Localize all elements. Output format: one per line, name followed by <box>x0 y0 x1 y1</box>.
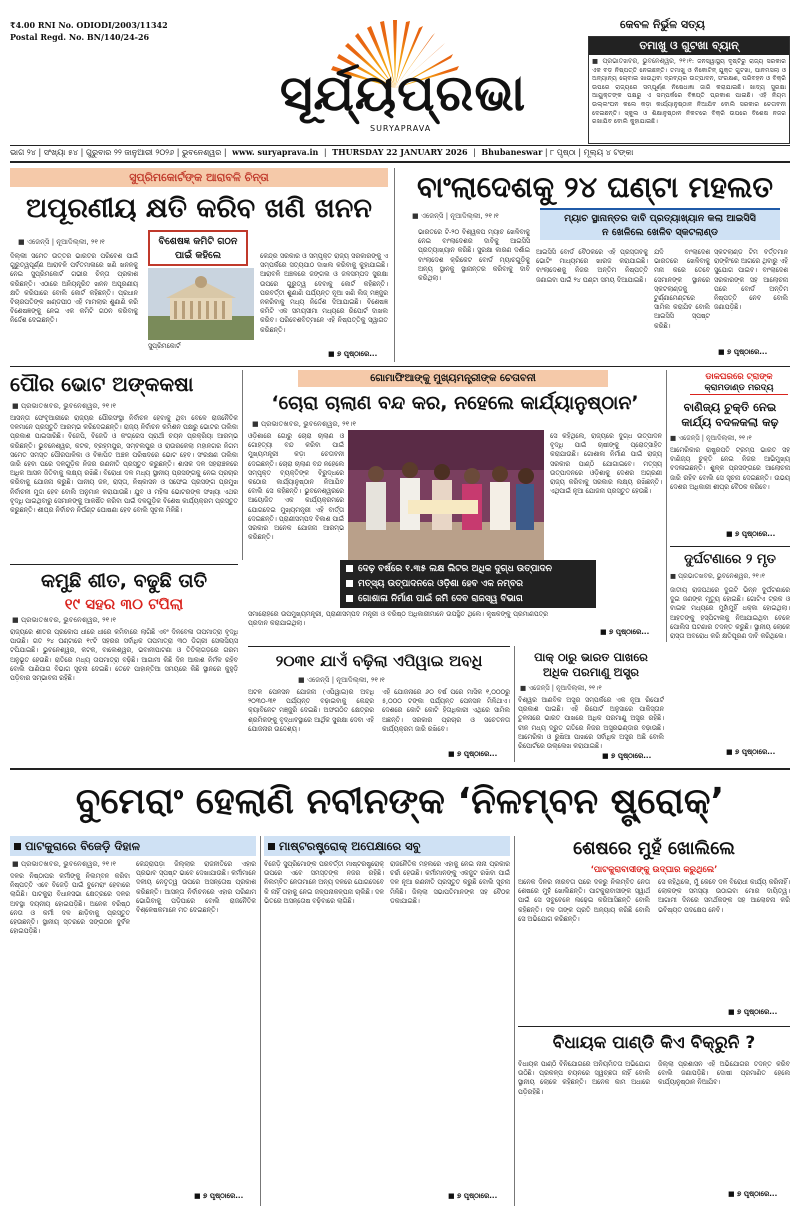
story1-continued[interactable]: ■ ୭ ପୃଷ୍ଠାରେ... <box>328 350 378 358</box>
story-trade-deal <box>670 372 790 542</box>
masthead <box>0 0 800 157</box>
city: Bhubaneswar <box>481 147 543 157</box>
story8-headline: ୨୦୩୧ ଯାଏଁ ବଢ଼ିଲା ଏପିୱାଇ ଅବଧି <box>275 652 483 670</box>
top-right-box-title: ତମାଖୁ ଓ ଗୁଟଖା ବ୍ୟାନ୍ <box>589 37 789 55</box>
info-right: | ୮ ପୃଷ୍ଠା | ମୂଲ୍ୟ ୪ ଟଙ୍କା <box>544 148 634 157</box>
story11-col1: ବିଜେଡ଼ି ସୁପ୍ରିମୋଙ୍କ ପରବର୍ତ୍ତୀ ମାଷ୍ଟରଷ୍ଟ୍ରୋକ୍ ଉପରେ ଏବେ ସମସ୍ତଙ୍କ ନଜର ରହିଛି। ନିଲମ୍ବିତ ନେତାମାନେ ଅନ୍ୟ ଦଳରେ ଯୋଗଦେବେ କି ନାହିଁ ତାହାକୁ ନେଇ ଜଳ୍ପନାକଳ୍ପନା ଚାଲିଛି। ଦଳ ଭିତରେ ଅସନ୍ତୋଷ ବଢ଼ିବାରେ ଲାଗିଛି। <box>264 860 384 905</box>
story-nuclear <box>518 650 664 762</box>
story5-kicker-line1: ଡାକଘରରେ ଟ୍ରାଙ୍କ <box>705 372 773 382</box>
story13-col2: ଜିଲ୍ଲା ପ୍ରଶାସନ ଏହି ଅଭିଯୋଗର ତଦନ୍ତ କରିବ ବୋଲି ଜଣାପଡ଼ିଛି। ଦୋଷୀ ପ୍ରମାଣିତ ହେଲେ କାର୍ଯ୍ୟାନୁଷ୍ଠାନ ନିଆଯିବ। <box>658 1060 790 1087</box>
story13-headline: ବିଧାୟକ ପାଣ୍ଡି କିଏ ବିକ୍ରୁନି ? <box>552 1033 756 1053</box>
story5-dateline: ■ ଏଜେନ୍ସି | ନୂଆଦିଲ୍ଲୀ, ୨୧।୧ <box>670 434 752 442</box>
bullet-item-text: ଗୋଶାଳା ନିର୍ମାଣ ପାଇଁ ଜମି ଦେବ ରାଜସ୍ୱ ବିଭାଗ <box>358 594 523 604</box>
postal-line: Postal Regd. No. BN/140/24-26 <box>10 32 150 42</box>
story2-subhead-line2: ନ ଖେଳିଲେ ଖେଳିବ ସ୍କଟଲାଣ୍ଡ <box>602 227 718 238</box>
story6-headline: ଦୁର୍ଘଟଣାରେ ୨ ମୃତ <box>684 552 776 567</box>
bullet-item <box>346 562 590 577</box>
story13-col1: ବିଧାୟକ ପାଣ୍ଠି ବିନିଯୋଗରେ ଅନିୟମିତତା ଅଭିଯୋଗ ଉଠିଛି। ପ୍ରକଳ୍ପ ଚୟନରେ ସ୍ୱଚ୍ଛତା ନାହିଁ ବୋଲି ସ୍ଥାନୀୟ ଲୋକେ କହିଛନ୍ତି। ଅନେକ କାମ ଅଧାରେ ପଡ଼ିରହିଛି। <box>518 1060 650 1096</box>
story7-dateline: ■ ପ୍ରଭାତଖବର, ଭୁବନେଶ୍ୱର, ୨୧।୧ <box>12 616 117 624</box>
story10-col2: କେନ୍ଦ୍ରାପଡ଼ା ଜିଲ୍ଲାର ରାଜନୀତିରେ ଏହାର ପ୍ରଭାବ ସ୍ପଷ୍ଟ ଭାବେ ଦେଖାଯାଉଛି। କର୍ମୀମାନେ ଦଳୀୟ ନେତୃତ୍ୱ ଉପରେ ଅସନ୍ତୋଷ ପ୍ରକାଶ କରିଛନ୍ତି। ଆସନ୍ତା ନିର୍ବାଚନରେ ଏହାର ପରିଣାମ ଭୋଗିବାକୁ ପଡ଼ିପାରେ ବୋଲି ରାଜନୈତିକ ବିଶ୍ଳେଷକମାନେ ମତ ଦେଇଛନ୍ତି। <box>136 860 256 915</box>
story12-kicker: ‘ପାଟକୁରାବାସୀଙ୍କୁ ଉଦ୍‌ଘାର କରୁଥିଲେ’ <box>590 865 718 875</box>
story-patkura-bjd <box>10 836 256 1206</box>
story2-subhead-box <box>540 208 780 240</box>
story6-continued[interactable]: ■ ୭ ପୃଷ୍ଠାରେ... <box>726 748 776 756</box>
story10-col1: ଦଳର ନିଷ୍ଠାପର କର୍ମୀଙ୍କୁ ନିଲମ୍ବନ କରିବା ନିଷ୍ପତ୍ତି ଏବେ ବିଜେଡ଼ି ପାଇଁ ବୁମେରାଂ ହେବାରେ ଲାଗିଛି। ପାଟକୁରା ବିଧାନସଭା କ୍ଷେତ୍ରରେ ଦଳର ଅବସ୍ଥା ଦୟନୀୟ ହୋଇପଡ଼ିଛି। ଅନେକ ବରିଷ୍ଠ ନେତା ଓ କର୍ମୀ ଦଳ ଛାଡ଼ିବାକୁ ପ୍ରସ୍ତୁତ ହେଉଛନ୍ତି। ସ୍ଥାନୀୟ ସ୍ତରରେ ସଙ୍ଗଠନ ଦୁର୍ବଳ ହୋଇପଡ଼ିଛି। <box>10 872 130 936</box>
story6-text: ଜାତୀୟ ରାଜପଥରେ ଦୁଇଟି ଭିନ୍ନ ଦୁର୍ଘଟଣାରେ ଦୁଇ ଜଣଙ୍କ ମୃତ୍ୟୁ ହୋଇଛି। ଗୋଟିଏ ଟ୍ରକ ଓ ବାଇକ ମଧ୍ୟରେ ମୁହାଁମୁହିଁ ଧକ୍କା ହୋଇଥିଲା। ଆହତଙ୍କୁ ହସ୍ପିଟାଲକୁ ନିଆଯାଇଥିବା ବେଳେ ପୋଲିସ ଘଟଣାର ତଦନ୍ତ କରୁଛି। ସ୍ଥାନୀୟ ଲୋକେ ରାସ୍ତା ଅବରୋଧ କରି କ୍ଷତିପୂରଣ ଦାବି କରିଥିଲେ। <box>670 586 790 641</box>
story11-subhead <box>264 836 510 856</box>
story4-continued[interactable]: ■ ୭ ପୃଷ୍ଠାରେ... <box>600 628 650 636</box>
story12-headline: ଶେଷରେ ମୁହଁ ଖୋଲିଲେ <box>573 838 735 859</box>
story12-continued[interactable]: ■ ୭ ପୃଷ୍ଠାରେ... <box>728 1008 778 1016</box>
day-date: THURSDAY 22 JANUARY 2026 <box>332 147 468 157</box>
story3-text: ଆସନ୍ତା ଫେବୃଆରୀରେ ରାଜ୍ୟର ପୌରସଂସ୍ଥା ନିର୍ବାଚନ ହେବାକୁ ଥିବା ବେଳେ ରାଜନୈତିକ ଦଳମାନେ ପ୍ରସ୍ତୁତି ଆରମ୍ଭ କରିଦେଇଛନ୍ତି। ରାଜ୍ୟ ନିର୍ବାଚନ କମିଶନ ପକ୍ଷରୁ ଭୋଟର ତାଲିକା ପ୍ରକାଶ ପାଇସାରିଛି। ବିଜେପି, ବିଜେଡି ଓ କଂଗ୍ରେସ ପ୍ରାର୍ଥୀ ଚୟନ ପ୍ରକ୍ରିୟା ଆରମ୍ଭ କରିଛନ୍ତି। ଭୁବନେଶ୍ୱର, କଟକ, ବ୍ରହ୍ମପୁର, ସମ୍ବଲପୁର ଓ ରାଉରକେଲା ମହାନଗର ନିଗମ ସମେତ ସମସ୍ତ ପୌରପାଳିକା ଓ ବିଜ୍ଞାପିତ ଅଞ୍ଚଳ ପରିଷଦରେ ଭୋଟ ହେବ। ସଂରକ୍ଷଣ ତାଲିକା ଜାରି ହେବା ପରେ ଦଳଗୁଡ଼ିକ ନିଜର ରଣନୀତି ପ୍ରସ୍ତୁତ କରୁଛନ୍ତି। ଶାସକ ଦଳ ସହରାଞ୍ଚଳରେ ଅଧିକ ଆସନ ଜିତିବାକୁ ଲକ୍ଷ୍ୟ ରଖିଛି। ବିରୋଧୀ ଦଳ ମଧ୍ୟ ସ୍ଥାନୀୟ ପ୍ରସଙ୍ଗକୁ ନେଇ ପ୍ରଚାର କରିବାକୁ ଯୋଜନା କରୁଛି। ପାନୀୟ ଜଳ, ରାସ୍ତା, ନିଷ୍କାସନ ଓ ସଫେଇ ପ୍ରସଙ୍ଗ ପ୍ରମୁଖ ନିର୍ବାଚନୀ ମୁଦ୍ଦା ହେବ ବୋଲି ଅନୁମାନ କରାଯାଉଛି। ଯୁବ ଓ ମହିଳା ଭୋଟରଙ୍କ ସଂଖ୍ୟା ଏଥର ବୃଦ୍ଧି ପାଇଥିବାରୁ ସେମାନଙ୍କୁ ଆକର୍ଷିତ କରିବା ପାଇଁ ଦଳଗୁଡ଼ିକ ବିଶେଷ କାର୍ଯ୍ୟକ୍ରମ ପ୍ରସ୍ତୁତ କରୁଛନ୍ତି। ଶୀଘ୍ର ନିର୍ବାଚନ ନିର୍ଘଣ୍ଟ ଘୋଷଣା ହେବ ବୋଲି ସୂଚନା ମିଳିଛି। <box>10 414 238 515</box>
story5-headline-line1: ବାଣିଜ୍ୟ ଚୁକ୍ତି ନେଇ <box>683 400 777 414</box>
story4-headline: ‘ଚୋରା ଚାଲାଣ ବନ୍ଦ କର, ନହେଲେ କାର୍ଯ୍ୟାନୁଷ୍ଠାନ’ <box>271 392 639 414</box>
story8-col1: ଅଟଳ ପେନସନ ଯୋଜନା (ଏପିୱାଇ)ର ଅବଧି ୨୦୩୦-୩୧ ପର୍ଯ୍ୟନ୍ତ ବଢ଼ାଇବାକୁ କେନ୍ଦ୍ର କ୍ୟାବିନେଟ ମଞ୍ଜୁରି ଦେଇଛି। ଅସଂଗଠିତ କ୍ଷେତ୍ରର ଶ୍ରମିକଙ୍କୁ ବୃଦ୍ଧାବସ୍ଥାରେ ଆର୍ଥିକ ସୁରକ୍ଷା ଦେବା ଏହି ଯୋଜନାର ଉଦ୍ଦେଶ୍ୟ। <box>248 688 374 733</box>
story9-headline-line2: ଅଧିକ ପରମାଣୁ ଅସ୍ତ୍ର <box>543 665 639 679</box>
story11-col2: ରାଜନୈତିକ ମହଲରେ ଏହାକୁ ନେଇ ନାନା ପ୍ରକାର ଚର୍ଚ୍ଚା ହେଉଛି। କର୍ମୀମାନଙ୍କୁ ଏକଜୁଟ ରଖିବା ପାଇଁ ଦଳ ନୂଆ ରଣନୀତି ପ୍ରସ୍ତୁତ କରୁଛି ବୋଲି ସୂଚନା ମିଳିଛି। ଜିଲ୍ଲା ସଭାପତିମାନଙ୍କ ସହ ବୈଠକ ଡକାଯାଇଛି। <box>390 860 510 905</box>
story10-continued[interactable]: ■ ୭ ପୃଷ୍ଠାରେ... <box>194 1192 244 1200</box>
top-right-box-dateline: ■ ପ୍ରଭାତଖବର, ଭୁବନେଶ୍ୱର, ୨୧।୧: <box>592 57 695 65</box>
story5-continued[interactable]: ■ ୭ ପୃଷ୍ଠାରେ... <box>726 530 776 538</box>
story2-headline: ବାଂଲାଦେଶକୁ ୨୪ ଘଣ୍ଟା ମହଲତ <box>416 170 774 204</box>
info-strip: ଭାଗ ୨୪ | ସଂଖ୍ୟା ୫୪ | ଗୁରୁବାର ୨୨ ଜାନୁଆରୀ ୨୦୨୬ | ଭୁବନେଶ୍ୱର | www. suryaprava.in | THURSDAY 22 JANUARY 2026 | Bhubaneswar | ୮ ପୃଷ୍ଠା | ମୂଲ୍ୟ ୪ ଟଙ୍କା <box>10 147 634 157</box>
supreme-court-photo <box>148 268 254 340</box>
story4-dateline: ■ ପ୍ରଭାତଖବର, ଭୁବନେଶ୍ୱର, ୨୧।୧ <box>252 420 357 428</box>
story7-text: ରାଜ୍ୟରେ ଶୀତର ପ୍ରକୋପ ଧୀରେ ଧୀରେ କମିବାରେ ଲାଗିଛି ଏବଂ ଦିନବେଳା ତାପମାତ୍ରା ବୃଦ୍ଧି ପାଉଛି। ଗତ ୨୪ ଘଣ୍ଟାରେ ୧୯ଟି ସହରର ସର୍ବାଧିକ ତାପମାତ୍ରା ୩୦ ଡିଗ୍ରୀ ସେଲସିୟସ ଟପିଯାଇଛି। ଭୁବନେଶ୍ୱର, କଟକ, ବାଲେଶ୍ୱର, ଭବାନୀପାଟଣା ଓ ତିତିଲାଗଡ଼ରେ ଗରମ ଅନୁଭୂତ ହେଉଛି। ରାତିରେ ମଧ୍ୟ ତାପମାତ୍ରା ବଢ଼ିଛି। ଆଗାମୀ କିଛି ଦିନ ଆକାଶ ନିର୍ମଳ ରହିବ ବୋଲି ପାଣିପାଗ ବିଭାଗ ସୂଚନା ଦେଇଛି। ତେବେ ପାହାନ୍ତିଆ ସମୟରେ କିଛି ସ୍ଥାନରେ କୁହୁଡ଼ି ପଡ଼ିବାର ସମ୍ଭାବନା ରହିଛି। <box>10 628 238 683</box>
story2-subhead-line1: ମ୍ୟାଚ ସ୍ଥାନାନ୍ତର ଦାବି ପ୍ରତ୍ୟାଖ୍ୟାନ କଲା ଆଇସିସି <box>564 213 756 224</box>
story5-headline <box>670 400 790 430</box>
tagline: କେବଳ ନିର୍ଭୁଳ ସତ୍ୟ <box>620 18 706 31</box>
website-link[interactable]: www. suryaprava.in <box>232 147 319 157</box>
story4-col1: ଓଡ଼ିଶାରେ ଗୋରୁ ଚୋରା ଚାଲାଣ ଓ ଗୋହତ୍ୟା ବନ୍ଦ କରିବା ପାଇଁ ମୁଖ୍ୟମନ୍ତ୍ରୀ କଡ଼ା ଚେତାବନୀ ଦେଇଛନ୍ତି। ଚୋରା ଚାଲାଣ ବନ୍ଦ ନହେଲେ ସମ୍ପୃକ୍ତ ବ୍ୟକ୍ତିଙ୍କ ବିରୁଦ୍ଧରେ କଠୋର କାର୍ଯ୍ୟାନୁଷ୍ଠାନ ନିଆଯିବ ବୋଲି ସେ କହିଛନ୍ତି। ଭୁବନେଶ୍ୱରରେ ଆୟୋଜିତ ଏକ କାର୍ଯ୍ୟକ୍ରମରେ ଯୋଗଦେଇ ମୁଖ୍ୟମନ୍ତ୍ରୀ ଏହି ବାର୍ତ୍ତା ଦେଇଛନ୍ତି। ପ୍ରାଣୀସମ୍ପଦ ବିକାଶ ପାଇଁ ସରକାର ଅନେକ ଯୋଜନା ଆରମ୍ଭ କରିଛନ୍ତି। <box>248 432 344 542</box>
story5-headline-line2: କାର୍ଯ୍ୟ ବଦଳକଲା କଢ଼ <box>681 415 779 429</box>
story5-kicker-line2: କ୍ରାମଡାଣ୍ଡ ମରଦ୍ୟ <box>690 383 788 395</box>
top-right-box-text: ଜନସ୍ୱାସ୍ଥ୍ୟ ଦୃଷ୍ଟିରୁ ରାଜ୍ୟ ସରକାର ଏକ ବଡ଼ ନିଷ୍ପତ୍ତି ନେଇଛନ୍ତି। ତମାଖୁ ଓ ନିକୋଟିନ୍ ଯୁକ୍ତ ଗୁଟଖା, ପାନମସଲା ଓ ଅନ୍ୟାନ୍ୟ ଚୋବାଇ ଖାଉଥିବା ଦ୍ରବ୍ୟର ଉତ୍ପାଦନ, ସଂରକ୍ଷଣ, ପରିବହନ ଓ ବିକ୍ରି ଉପରେ ରାଜ୍ୟରେ ସମ୍ପୂର୍ଣ୍ଣ ନିଷେଧାଜ୍ଞା ଜାରି କରାଯାଇଛି। ଖାଦ୍ୟ ସୁରକ୍ଷା ଆୟୁକ୍ତଙ୍କ ପକ୍ଷରୁ ଏ ସମ୍ପର୍କରେ ବିଜ୍ଞପ୍ତି ପ୍ରକାଶ ପାଇଛି। ଏହି ନିୟମ ଉଲ୍ଲଂଘନ କଲେ କଡ଼ା କାର୍ଯ୍ୟାନୁଷ୍ଠାନ ନିଆଯିବ ବୋଲି ସରକାର ଚେତାବନୀ ଦେଇଛନ୍ତି। ସ୍କୁଲ ଓ ଶିକ୍ଷାନୁଷ୍ଠାନ ନିକଟରେ ବିକ୍ରି ଉପରେ ବିଶେଷ ନଜର ରଖାଯିବ ବୋଲି କୁହାଯାଇଛି। <box>592 58 787 126</box>
cm-event-photo <box>348 430 544 560</box>
story1-headline: ଅପୂରଣୀୟ କ୍ଷତି କରିବ ଖଣି ଖନନ <box>25 193 373 224</box>
story1-col2: କେନ୍ଦ୍ର ସରକାର ଓ ସମ୍ପୃକ୍ତ ରାଜ୍ୟ ସରକାରଙ୍କୁ ଏ ସମ୍ପର୍କରେ ସତ୍ୟପାଠ ଦାଖଲ କରିବାକୁ କୁହାଯାଇଛି। ଆରାବଳି ଅଞ୍ଚଳରେ ଜଙ୍ଗଲ ଓ ଜଳସମ୍ପଦ ସୁରକ୍ଷା ଉପରେ ଗୁରୁତ୍ୱ ଦେବାକୁ କୋର୍ଟ କହିଛନ୍ତି। ପରବର୍ତ୍ତୀ ଶୁଣାଣି ପର୍ଯ୍ୟନ୍ତ ନୂଆ ଖଣି ଲିଜ୍ ମଞ୍ଜୁର ନକରିବାକୁ ମଧ୍ୟ ନିର୍ଦ୍ଦେଶ ଦିଆଯାଇଛି। ବିଶେଷଜ୍ଞ କମିଟି ଏକ ସମୟସୀମା ମଧ୍ୟରେ ରିପୋର୍ଟ ଦାଖଲ କରିବ। ପରିବେଶବିତ୍‌ମାନେ ଏହି ନିଷ୍ପତ୍ତିକୁ ସ୍ୱାଗତ କରିଛନ୍ତି। <box>260 252 388 334</box>
story2-dateline: ■ ଏଜେନ୍ସି | ନୂଆଦିଲ୍ଲୀ, ୨୧।୧ <box>412 212 499 220</box>
bullet-item <box>346 592 590 607</box>
story10-subhead-text: ପାଟକୁରାରେ ବିଜେଡ଼ି ଦିହାଳ <box>25 839 140 853</box>
story6-dateline: ■ ପ୍ରଭାତଖବର, ଭୁବନେଶ୍ୱର, ୨୧।୧ <box>670 572 765 580</box>
story-weather <box>10 568 238 764</box>
story-accident <box>670 550 790 762</box>
story9-text: ବିଶ୍ୱର ଆଣବିକ ଅସ୍ତ୍ର ସମ୍ପର୍କରେ ଏକ ନୂଆ ରିପୋର୍ଟ ପ୍ରକାଶ ପାଇଛି। ଏହି ରିପୋର୍ଟ ଅନୁସାରେ ପାକିସ୍ତାନ ତୁଳନାରେ ଭାରତ ପାଖରେ ଅଧିକ ପରମାଣୁ ଅସ୍ତ୍ର ରହିଛି। ଚୀନ ମଧ୍ୟ ଦ୍ରୁତ ଗତିରେ ନିଜର ଅସ୍ତ୍ରଭଣ୍ଡାର ବଢ଼ାଉଛି। ଆମେରିକା ଓ ରୁଷିଆ ପାଖରେ ସର୍ବାଧିକ ଅସ୍ତ୍ର ଅଛି ବୋଲି ରିପୋର୍ଟରେ ଉଲ୍ଲେଖ କରାଯାଇଛି। <box>518 696 664 751</box>
story-mla-fund <box>518 1030 790 1206</box>
story5-kicker <box>690 372 788 395</box>
story5-text: ଆମେରିକାର ରାଷ୍ଟ୍ରପତି ଟ୍ରମ୍ପ ଭାରତ ସହ ବାଣିଜ୍ୟ ଚୁକ୍ତି ନେଇ ନିଜର ଆଭିମୁଖ୍ୟ ବଦଳାଇଛନ୍ତି। ଶୁଳ୍କ ପ୍ରସଙ୍ଗରେ ଆଲୋଚନା ଜାରି ରହିବ ବୋଲି ସେ ସୂଚନା ଦେଇଛନ୍ତି। ଉଭୟ ଦେଶର ଅଧିକାରୀ ଶୀଘ୍ର ବୈଠକ କରିବେ। <box>670 446 790 491</box>
story-cm-warning <box>248 370 662 642</box>
story7-headline: କମୁଛି ଶୀତ, ବଢୁଛି ତାତି <box>41 570 207 592</box>
story1-col1: ଦିଲ୍ଲୀ ସମେତ ଉତ୍ତର ଭାରତର ପରିବେଶ ପାଇଁ ଗୁରୁତ୍ୱପୂର୍ଣ୍ଣ ଆରାବଳି ପର୍ବତମାଳାରେ ଖଣି ଖନନକୁ ନେଇ ସୁପ୍ରିମକୋର୍ଟ ଗଭୀର ଚିନ୍ତା ପ୍ରକାଶ କରିଛନ୍ତି। ଏଠାରେ ଅନିୟନ୍ତ୍ରିତ ଖନନ ଅପୂରଣୀୟ କ୍ଷତି କରିପାରେ ବୋଲି କୋର୍ଟ କହିଛନ୍ତି। ପ୍ରଧାନ ବିଚାରପତିଙ୍କ ଖଣ୍ଡପୀଠ ଏହି ମାମଲାର ଶୁଣାଣି କରି ବିଶେଷଜ୍ଞଙ୍କୁ ନେଇ ଏକ କମିଟି ଗଠନ କରିବାକୁ ନିର୍ଦ୍ଦେଶ ଦେଇଛନ୍ତି। <box>10 252 138 325</box>
bullet-item <box>346 577 590 592</box>
story4-kicker: ଗୋମାଫିଆଙ୍କୁ ମୁଖ୍ୟମନ୍ତ୍ରୀଙ୍କ ଚେତାବନୀ <box>298 370 608 387</box>
story1-kicker: ସୁପ୍ରିମକୋର୍ଟଙ୍କ ଆରାବଳି ଚିନ୍ତା <box>10 168 388 187</box>
story9-headline <box>518 650 664 680</box>
top-right-box <box>588 36 790 144</box>
story12-col2: ସେ କହିଥିଲେ, ମୁଁ କେବେ ଦଳ ବିରୋଧୀ କାର୍ଯ୍ୟ କରିନାହିଁ। ଲୋକଙ୍କ ସମସ୍ୟା ଉଠାଇବା ମୋର ଦାୟିତ୍ୱ। ଆଗାମୀ ଦିନରେ ସମର୍ଥକଙ୍କ ସହ ଆଲୋଚନା କରି ଭବିଷ୍ୟତ ପଦକ୍ଷେପ ନେବି। <box>658 878 790 914</box>
story1-subhead: ବିଶେଷଜ୍ଞ କମିଟି ଗଠନ ପାଇଁ କହିଲେ <box>148 230 248 266</box>
story-aravalli <box>10 168 388 362</box>
story2-col1: ଭାରତରେ ଟି-୨୦ ବିଶ୍ୱକପ ମ୍ୟାଚ ଖେଳିବାକୁ ନେଇ ବାଂଲାଦେଶର ଦାବିକୁ ଆଇସିସି ପ୍ରତ୍ୟାଖ୍ୟାନ କରିଛି। ସୁରକ୍ଷା କାରଣ ଦର୍ଶାଇ ବାଂଲାଦେଶ କ୍ରିକେଟ ବୋର୍ଡ ମ୍ୟାଚଗୁଡ଼ିକୁ ଅନ୍ୟ ସ୍ଥାନକୁ ସ୍ଥାନାନ୍ତର କରିବାକୁ ଦାବି କରିଥିଲା। <box>418 228 530 283</box>
story12-col1: ଅନେକ ଦିନର ନୀରବତା ପରେ ଦଳରୁ ନିଲମ୍ବିତ ନେତା ଶେଷରେ ମୁହଁ ଖୋଲିଛନ୍ତି। ପାଟକୁରାବାସୀଙ୍କ ସ୍ୱାର୍ଥ ପାଇଁ ସେ ସବୁବେଳେ ଲଢ଼େଇ କରିଆସିଛନ୍ତି ବୋଲି କହିଛନ୍ତି। ଦଳ ତାଙ୍କ ପ୍ରତି ଅନ୍ୟାୟ କରିଛି ବୋଲି ସେ ଅଭିଯୋଗ କରିଛନ୍ତି। <box>518 878 650 923</box>
story13-continued[interactable]: ■ ୭ ପୃଷ୍ଠାରେ... <box>728 1190 778 1198</box>
story-finally-spoke <box>518 836 790 1022</box>
story9-dateline: ■ ଏଜେନ୍ସି | ନୂଆଦିଲ୍ଲୀ, ୨୧।୧ <box>520 684 602 692</box>
bullet-item-text: ମତ୍ସ୍ୟ ଉତ୍ପାଦନରେ ଓଡ଼ିଶା ହେବ ଏକ ନମ୍ବର <box>358 579 523 589</box>
story9-continued[interactable]: ■ ୭ ପୃଷ୍ଠାରେ... <box>602 752 652 760</box>
story4-col3: ସମାରୋହରେ ଉପମୁଖ୍ୟମନ୍ତ୍ରୀ, ପ୍ରାଣୀସମ୍ପଦ ମନ୍ତ୍ରୀ ଓ ବରିଷ୍ଠ ଅଧିକାରୀମାନେ ଉପସ୍ଥିତ ଥିଲେ। କୃଷକଙ୍କୁ ପ୍ରମାଣପତ୍ର ପ୍ରଦାନ କରାଯାଇଥିଲା। <box>248 610 548 628</box>
story3-dateline: ■ ପ୍ରଭାତଖବର, ଭୁବନେଶ୍ୱର, ୨୧।୧ <box>12 402 117 410</box>
story9-headline-line1: ପାକ୍ ଠାରୁ ଭାରତ ପାଖରେ <box>534 650 648 664</box>
story2-continued[interactable]: ■ ୭ ପୃଷ୍ଠାରେ... <box>718 348 768 356</box>
story-bangladesh <box>400 168 790 362</box>
bullet-item-text: ଦେଢ଼ ବର୍ଷରେ ୧.୩୫ ଲକ୍ଷ ଲିଟର ଅଧିକ ଦୁଗ୍ଧ ଉତ୍ପାଦନ <box>358 564 552 574</box>
story4-col2: ସେ କହିଥିଲେ, ରାଜ୍ୟରେ ଦୁଗ୍ଧ ଉତ୍ପାଦନ ବୃଦ୍ଧି ପାଇଁ ଚାଷୀଙ୍କୁ ପ୍ରୋତ୍ସାହିତ କରାଯାଉଛି। ଗୋଶାଳା ନିର୍ମାଣ ପାଇଁ ରାଜ୍ୟ ସରକାର ପାଣ୍ଠି ଯୋଗାଇବେ। ମତ୍ସ୍ୟ ଉତ୍ପାଦନରେ ଓଡ଼ିଶାକୁ ଦେଶର ଅଗ୍ରଣୀ ରାଜ୍ୟ କରିବାକୁ ସରକାର ଲକ୍ଷ୍ୟ ରଖିଛନ୍ତି। ଏଥିପାଇଁ ନୂଆ ଯୋଜନା ପ୍ରସ୍ତୁତ ହେଉଛି। <box>550 432 662 496</box>
story-apy <box>248 650 510 762</box>
story4-bullets-box <box>340 560 596 608</box>
story2-col2: ଆଇସିସି ବୋର୍ଡ ବୈଠକରେ ଏହି ପ୍ରସ୍ତାବକୁ ଭୋଟିଂ ମାଧ୍ୟମରେ ଖାରଜ କରାଯାଇଛି। ବାଂଲାଦେଶକୁ ନିଜର ଅନ୍ତିମ ନିଷ୍ପତ୍ତି ଜଣାଇବା ପାଇଁ ୨୪ ଘଣ୍ଟା ସମୟ ଦିଆଯାଇଛି। <box>536 248 648 284</box>
price-line: ₹4.00 RNI No. ODIODI/2003/11342 <box>10 20 168 30</box>
story2-col3: ଯଦି ବାଂଲାଦେଶ ଭାରତରେ ଖେଳିବାକୁ ମନା କରେ ତେବେ ସେମାନଙ୍କ ସ୍ଥାନରେ ସ୍କଟଲାଣ୍ଡକୁ ଟୁର୍ଣ୍ଣାମେଣ୍ଟରେ ସାମିଲ କରାଯିବ ବୋଲି ଆଇସିସି ସ୍ପଷ୍ଟ କରିଛି। <box>654 248 710 330</box>
story8-continued[interactable]: ■ ୭ ପୃଷ୍ଠାରେ... <box>448 750 498 758</box>
story-masterstroke <box>264 836 510 1206</box>
story1-dateline: ■ ଏଜେନ୍ସି | ନୂଆଦିଲ୍ଲୀ, ୨୧।୧ <box>18 238 105 246</box>
story10-dateline: ■ ପ୍ରଭାତଖବର, ଭୁବନେଶ୍ୱର, ୨୧।୧ <box>12 860 117 868</box>
story11-subhead-text: ମାଷ୍ଟରଷ୍ଟ୍ରୋକ୍ ଅପେକ୍ଷାରେ ସବୁ <box>279 839 421 853</box>
story7-subhead: ୧୯ ସହର ୩୦ ଟପିଲା <box>64 595 184 613</box>
story2-col4: ସ୍କଟଲାଣ୍ଡ ଟିମ ବର୍ତ୍ତମାନ ରାଙ୍କିଂରେ ଆଗରେ ଥିବାରୁ ଏହି ସୁଯୋଗ ପାଇବ। ବାଂଲାଦେଶ ସରକାରଙ୍କ ସହ ଆଲୋଚନା ପରେ ବୋର୍ଡ ଅନ୍ତିମ ନିଷ୍ପତ୍ତି ନେବ ବୋଲି ଜଣାପଡ଼ିଛି। <box>714 248 788 312</box>
story3-headline: ପୌର ଭୋଟ ଅଙ୍କକଷା <box>10 372 194 396</box>
story10-subhead <box>10 836 256 856</box>
logo-title: ସୂର୍ଯ୍ୟପ୍ରଭା <box>279 64 527 122</box>
info-left: ଭାଗ ୨୪ | ସଂଖ୍ୟା ୫୪ | ଗୁରୁବାର ୨୨ ଜାନୁଆରୀ ୨୦୨୬ | ଭୁବନେଶ୍ୱର | <box>10 148 227 157</box>
story8-col2: ଏହି ଯୋଜନାରେ ୬୦ ବର୍ଷ ପରେ ମାସିକ ୧,୦୦୦ରୁ ୫,୦୦୦ ଟଙ୍କା ପର୍ଯ୍ୟନ୍ତ ପେନସନ ମିଳିଥାଏ। ଦେଶରେ କୋଟି କୋଟି ହିତାଧିକାରୀ ଏଥିରେ ସାମିଲ ଅଛନ୍ତି। ସରକାର ପ୍ରଚାର ଓ ସଚେତନତା କାର୍ଯ୍ୟକ୍ରମ ଜାରି ରଖିବେ। <box>382 688 510 733</box>
banner-headline: ବୁମେରାଂ ହେଲାଣି ନବୀନଙ୍କ ‘ନିଳମ୍ବନ ଷ୍ଟ୍ରୋକ୍’ <box>75 781 725 822</box>
story8-dateline: ■ ଏଜେନ୍ସି | ନୂଆଦିଲ୍ଲୀ, ୨୧।୧ <box>298 676 385 684</box>
story11-continued[interactable]: ■ ୭ ପୃଷ୍ଠାରେ... <box>448 1192 498 1200</box>
logo-latin: SURYAPRAVA <box>370 124 432 133</box>
story1-caption: ସୁପ୍ରିମକୋର୍ଟ <box>148 342 181 350</box>
story-municipal-vote <box>10 370 238 560</box>
